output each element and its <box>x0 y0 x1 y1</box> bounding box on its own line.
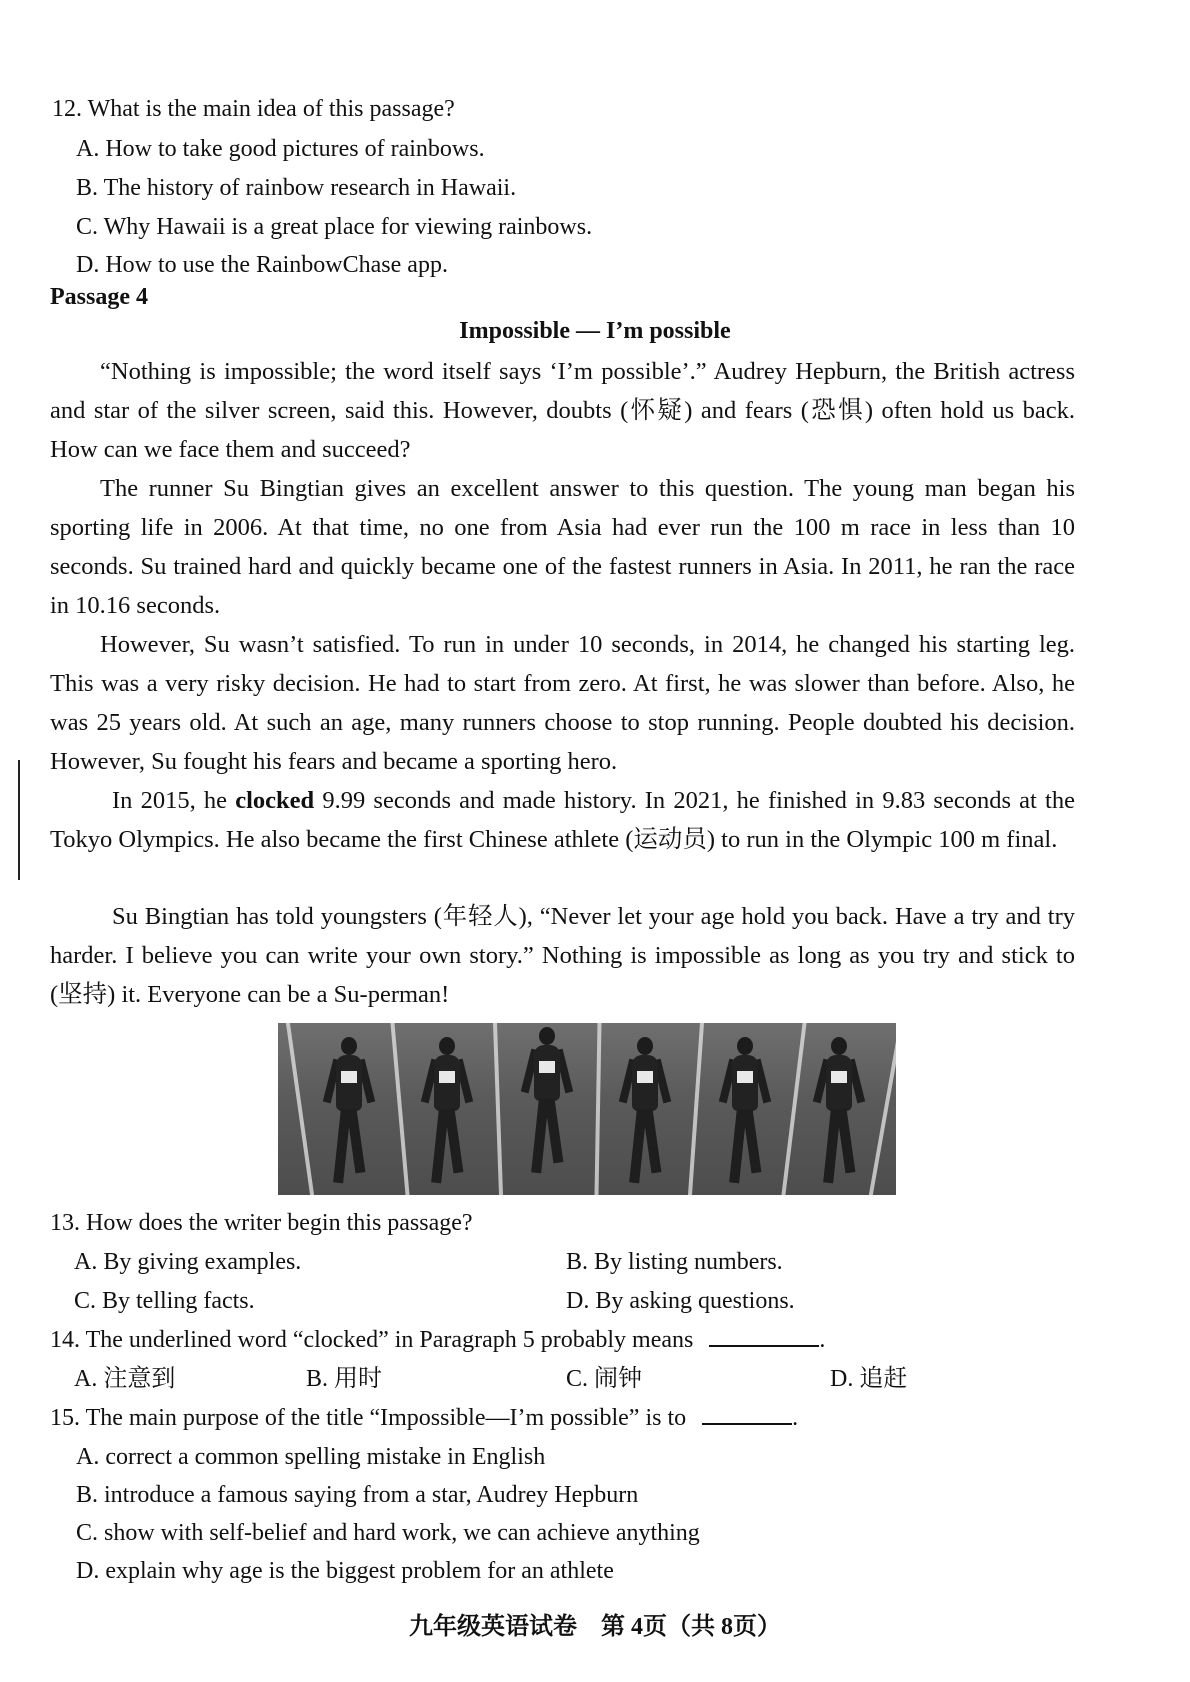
lane-line <box>869 1023 896 1195</box>
q12-option-a: A. How to take good pictures of rainbows. <box>76 136 485 162</box>
q15-answer-blank[interactable] <box>702 1403 792 1425</box>
page-footer: 九年级英语试卷 第 4页（共 8页） <box>409 1614 781 1640</box>
runner-figure <box>624 1037 666 1187</box>
q14-option-b: B. 用时 <box>306 1366 383 1392</box>
clocked-word: clocked <box>235 787 315 814</box>
q13-option-c: C. By telling facts. <box>74 1288 255 1314</box>
q13-stem: 13. How does the writer begin this passage? <box>50 1210 473 1236</box>
paragraph-2: The runner Su Bingtian gives an excellent answer to this question. The young man began his sporting life in 2006. At that time, no one from Asia had ever run the 100 m race in less than 10 seconds. Su trained hard and quickly became one of the fastest runners in Asia. In 2011, he ran the race in 10.16 seconds. <box>50 475 1075 619</box>
q12-stem: 12. What is the main idea of this passage? <box>52 96 455 122</box>
paragraph-4-before: In 2015, he <box>112 787 236 814</box>
q14-end: . <box>819 1327 826 1353</box>
runner-figure <box>426 1037 468 1187</box>
q15-stem: 15. The main purpose of the title “Impossible—I’m possible” is to <box>50 1405 687 1431</box>
paragraph-4 <box>50 781 1075 859</box>
runner-figure <box>328 1037 370 1187</box>
runner-figure <box>526 1027 568 1177</box>
passage-label: Passage 4 <box>50 284 148 310</box>
q15-end: . <box>792 1405 799 1431</box>
q14-option-c: C. 闹钟 <box>566 1366 643 1392</box>
lane-line <box>286 1023 314 1195</box>
q14-line <box>50 1325 825 1355</box>
paragraph-4-after: 9.99 seconds and made history. In 2021, he finished in 9.83 seconds at the Tokyo Olympics. He also became the first Chinese athlete (运动员) to run in the Olympic 100 m final. <box>50 787 1075 853</box>
paragraph-5: Su Bingtian has told youngsters (年轻人), “Never let your age hold you back. Have a try and try harder. I believe you can write your own story.” Nothing is impossible as long as you try and stick to (坚持) it. Everyone can be a Su-perman! <box>50 903 1075 1008</box>
paragraph-1: “Nothing is impossible; the word itself says ‘I’m possible’.” Audrey Hepburn, the British actress and star of the silver screen, said this. However, doubts (怀疑) and fears (恐惧) often hold us back. How can we face them and succeed? <box>50 358 1075 463</box>
q15-option-c: C. show with self-belief and hard work, we can achieve anything <box>76 1520 700 1546</box>
q13-option-d: D. By asking questions. <box>566 1288 795 1314</box>
q13-option-b: B. By listing numbers. <box>566 1249 783 1275</box>
q12-option-d: D. How to use the RainbowChase app. <box>76 252 448 278</box>
runner-figure <box>818 1037 860 1187</box>
q15-option-b: B. introduce a famous saying from a star, Audrey Hepburn <box>76 1482 639 1508</box>
q15-option-d: D. explain why age is the biggest problem for an athlete <box>76 1558 614 1584</box>
q13-option-a: A. By giving examples. <box>74 1249 302 1275</box>
sprinters-photo <box>278 1023 896 1195</box>
paragraph-3: However, Su wasn’t satisfied. To run in under 10 seconds, in 2014, he changed his starting leg. This was a very risky decision. He had to start from zero. At first, he was slower than before. Also, he was 25 years old. At such an age, many runners choose to stop running. People doubted his decision. However, Su fought his fears and became a sporting hero. <box>50 631 1075 775</box>
passage-title: Impossible — I’m possible <box>459 318 731 344</box>
q15-line <box>50 1403 798 1433</box>
q14-stem: 14. The underlined word “clocked” in Paragraph 5 probably means <box>50 1327 694 1353</box>
lane-line <box>493 1023 503 1195</box>
lane-line <box>781 1023 806 1195</box>
q14-option-a: A. 注意到 <box>74 1366 176 1392</box>
lane-line <box>688 1023 704 1195</box>
q14-answer-blank[interactable] <box>709 1325 819 1347</box>
lane-line <box>390 1023 409 1195</box>
q15-option-a: A. correct a common spelling mistake in English <box>76 1444 546 1470</box>
q14-option-d: D. 追赶 <box>830 1366 908 1392</box>
margin-line <box>18 760 20 880</box>
runner-figure <box>724 1037 766 1187</box>
lane-line <box>594 1023 601 1195</box>
q12-option-c: C. Why Hawaii is a great place for viewing rainbows. <box>76 214 593 240</box>
q12-option-b: B. The history of rainbow research in Hawaii. <box>76 175 517 201</box>
